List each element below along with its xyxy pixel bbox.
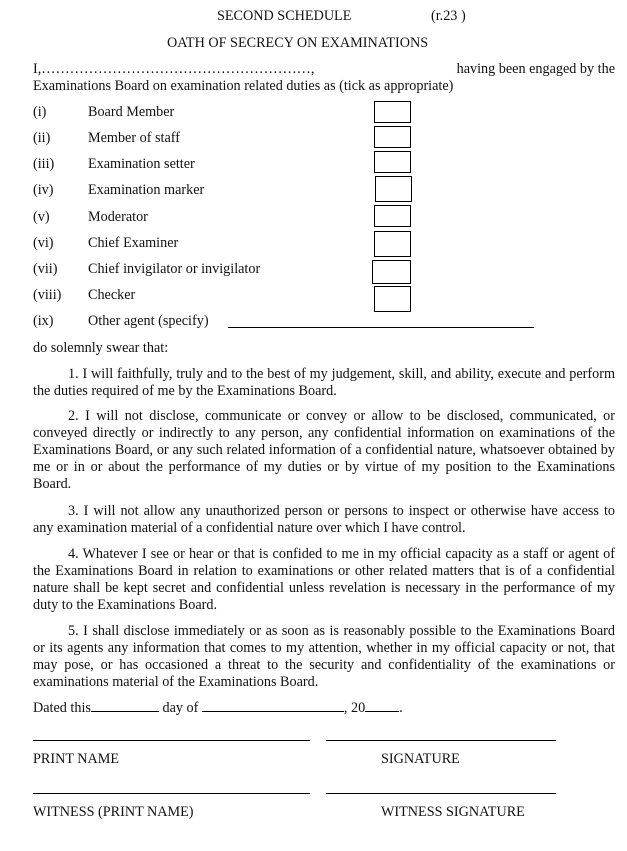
role-checkbox-examination-setter[interactable] xyxy=(374,151,411,173)
role-number: (vi) xyxy=(33,235,54,251)
day-field[interactable] xyxy=(91,699,159,712)
role-number: (viii) xyxy=(33,287,62,303)
role-number: (v) xyxy=(33,209,50,225)
clause-text: 5. I shall disclose immediately or as soon as is reasonably possible to the Examinations Board or its agents any information that comes to my attention, whether in my official capacity or not, that may pose, or has occasioned a threat to the security and confidentiality of the examinations or examinations material of the Examinations Board. xyxy=(33,623,615,690)
role-number: (i) xyxy=(33,104,47,120)
role-number: (ix) xyxy=(33,313,54,329)
other-agent-specify-field[interactable] xyxy=(228,327,534,328)
swear-intro: do solemnly swear that: xyxy=(33,340,169,356)
role-checkbox-member-of-staff[interactable] xyxy=(374,126,411,148)
clause-text: 2. I will not disclose, communicate or convey or allow to be disclosed, communicated, or conveyed directly or indirectly to any person, any confidential information on examinations of the Examinations Board, or any such related information of a confidential nature, whatsoever obtained by me or in or about the performance of my duties or by virtue of my position to the Examinations Board. xyxy=(33,408,615,492)
clause-text: 1. I will faithfully, truly and to the best of my judgement, skill, and ability, execute and perform the duties required of me by the Examinations Board. xyxy=(33,366,615,399)
oath-clause-2 xyxy=(33,408,615,493)
witness-print-name-label: WITNESS (PRINT NAME) xyxy=(33,804,194,820)
day-of-label: day of xyxy=(162,700,199,716)
form-title: OATH OF SECRECY ON EXAMINATIONS xyxy=(167,35,429,51)
role-number: (ii) xyxy=(33,130,51,146)
oath-clause-5 xyxy=(33,623,615,691)
oath-clause-3 xyxy=(33,503,615,537)
signature-line[interactable] xyxy=(326,740,556,741)
dated-suffix: . xyxy=(399,700,403,716)
role-label: Chief invigilator or invigilator xyxy=(88,261,261,277)
role-number: (vii) xyxy=(33,261,58,277)
clause-text: 3. I will not allow any unauthorized person or persons to inspect or otherwise have access to any examination material of a confidential nature over which I have control. xyxy=(33,503,615,536)
witness-print-name-line[interactable] xyxy=(33,793,310,794)
clause-text: 4. Whatever I see or hear or that is confided to me in my official capacity as a staff or agent of the Examinations Board in relation to examinations or other related matters that is of a confidential nature shall be kept secret and confidential unless revelation is necessary in the performance of my duty to the Examinations Board. xyxy=(33,546,615,613)
role-label: Examination setter xyxy=(88,156,195,172)
intro-text-line2: Examinations Board on examination related duties as (tick as appropriate) xyxy=(33,78,454,94)
role-label: Board Member xyxy=(88,104,175,120)
witness-signature-label: WITNESS SIGNATURE xyxy=(381,804,525,820)
role-checkbox-checker[interactable] xyxy=(374,286,411,312)
dated-prefix: Dated this xyxy=(33,700,91,716)
year-field[interactable] xyxy=(365,699,399,712)
role-label: Other agent (specify) xyxy=(88,313,209,329)
witness-signature-line[interactable] xyxy=(326,793,556,794)
oath-clause-4 xyxy=(33,546,615,614)
role-checkbox-board-member[interactable] xyxy=(374,101,411,123)
role-number: (iv) xyxy=(33,182,54,198)
role-label: Moderator xyxy=(88,209,148,225)
role-label: Examination marker xyxy=(88,182,205,198)
role-checkbox-examination-marker[interactable] xyxy=(375,176,412,202)
role-label: Chief Examiner xyxy=(88,235,179,251)
schedule-title: SECOND SCHEDULE xyxy=(217,8,352,24)
role-label: Member of staff xyxy=(88,130,180,146)
print-name-line[interactable] xyxy=(33,740,310,741)
role-checkbox-chief-examiner[interactable] xyxy=(374,231,411,257)
role-checkbox-moderator[interactable] xyxy=(374,205,411,227)
role-label: Checker xyxy=(88,287,136,303)
role-number: (iii) xyxy=(33,156,55,172)
oath-clause-1 xyxy=(33,366,615,400)
dated-line xyxy=(33,699,403,717)
year-prefix: , 20 xyxy=(343,700,366,716)
regulation-reference: (r.23 ) xyxy=(431,8,466,24)
signature-label: SIGNATURE xyxy=(381,751,460,767)
role-checkbox-chief-invigilator[interactable] xyxy=(372,260,411,284)
intro-statement xyxy=(33,61,615,95)
name-blank[interactable]: I,…………………………………………………, xyxy=(33,61,315,77)
intro-text-end: having been engaged by the xyxy=(456,61,615,77)
month-field[interactable] xyxy=(202,699,344,712)
print-name-label: PRINT NAME xyxy=(33,751,120,767)
